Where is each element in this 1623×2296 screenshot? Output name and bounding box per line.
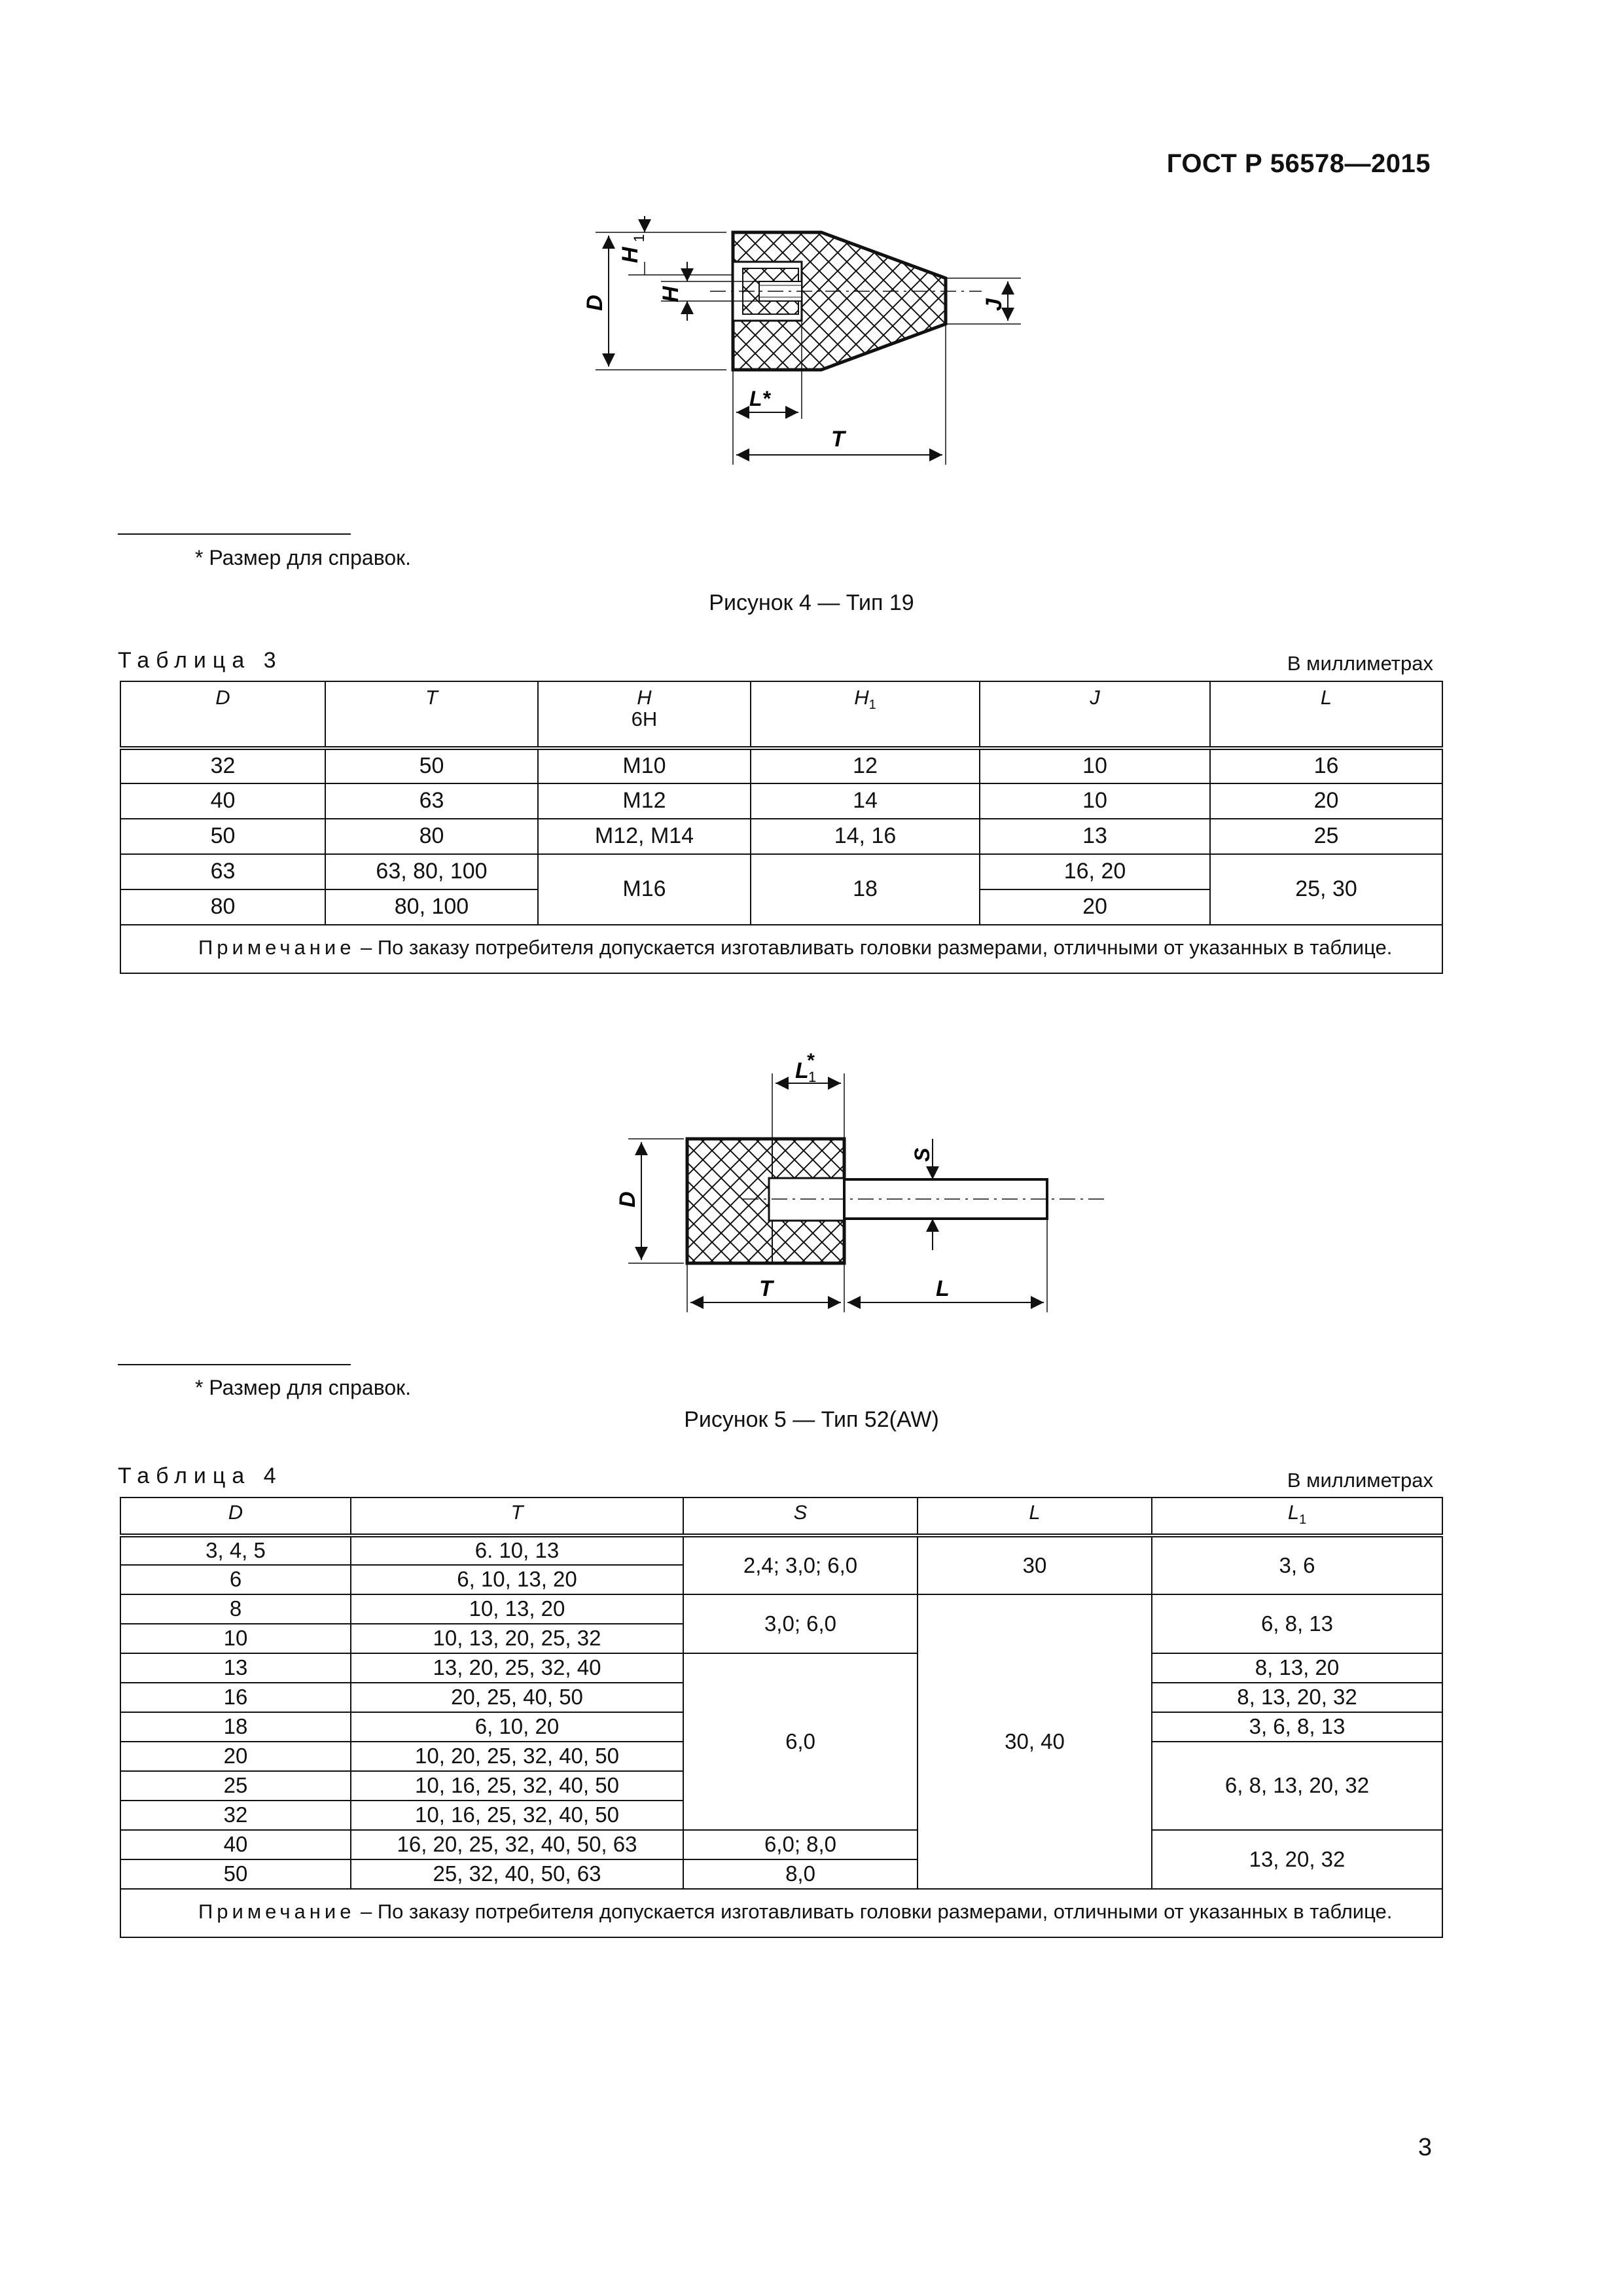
table-3-title: Таблица 3: [118, 648, 283, 673]
table-row: [120, 1594, 1442, 1624]
table-3-unit: В миллиметрах: [1287, 652, 1433, 675]
table-cell: 10, 20, 25, 32, 40, 50: [351, 1742, 683, 1771]
table-cell: 80: [120, 889, 325, 925]
table-note-row: [120, 925, 1442, 973]
table-row: [120, 1830, 1442, 1859]
table-cell: 63: [120, 854, 325, 889]
table-cell: 18: [751, 854, 980, 925]
table-cell: 10: [980, 783, 1210, 819]
table-4-note: Примечание – По заказу потребителя допускается изготавливать головки размерами, отличными от указанных в таблице.: [120, 1889, 1442, 1937]
figure-5-label-D: D: [615, 1191, 640, 1208]
table-cell: 10, 16, 25, 32, 40, 50: [351, 1801, 683, 1830]
table-cell: 50: [120, 819, 325, 854]
table-header-row: [120, 1498, 1442, 1535]
table-cell: 32: [120, 748, 325, 783]
table-cell: 8, 13, 20, 32: [1152, 1683, 1442, 1712]
table-cell: 40: [120, 783, 325, 819]
table-cell: 16, 20: [980, 854, 1210, 889]
table-cell: 20, 25, 40, 50: [351, 1683, 683, 1712]
table-cell: 12: [751, 748, 980, 783]
table-4-title: Таблица 4: [118, 1463, 283, 1488]
table-row: [120, 819, 1442, 854]
figure-5-caption: Рисунок 5 — Тип 52(AW): [684, 1407, 939, 1432]
table-cell: 8,0: [683, 1859, 918, 1889]
table-cell: 10, 16, 25, 32, 40, 50: [351, 1771, 683, 1801]
table-cell: 3, 4, 5: [120, 1535, 351, 1565]
table-cell: 6,0: [683, 1653, 918, 1830]
table-cell: 6: [120, 1565, 351, 1594]
page-number: 3: [1418, 2134, 1432, 2161]
table-cell: 6, 8, 13, 20, 32: [1152, 1742, 1442, 1830]
table-cell: 6, 8, 13: [1152, 1594, 1442, 1653]
table-3-header-J: J: [980, 681, 1210, 748]
figure-4-label-T: T: [831, 427, 845, 452]
footnote-rule: [118, 1364, 351, 1365]
figure-5-label-L1-subscript: 1: [808, 1069, 817, 1085]
table-cell: 30: [918, 1535, 1152, 1594]
table-cell: 20: [1210, 783, 1442, 819]
figure-5-label-S: S: [910, 1147, 934, 1162]
table-4-header-T: T: [351, 1498, 683, 1535]
table-cell: 16, 20, 25, 32, 40, 50, 63: [351, 1830, 683, 1859]
table-cell: 10, 13, 20: [351, 1594, 683, 1624]
figure-4-label-L: L*: [749, 387, 770, 410]
table-3-header-H1: $H_1$: [751, 681, 980, 748]
table-cell: 50: [325, 748, 538, 783]
table-cell: 63, 80, 100: [325, 854, 538, 889]
figure-4-caption: Рисунок 4 — Тип 19: [709, 590, 914, 615]
table-cell: 25, 32, 40, 50, 63: [351, 1859, 683, 1889]
table-4-header-S: S: [683, 1498, 918, 1535]
table-cell: 16: [1210, 748, 1442, 783]
table-cell: 25: [120, 1771, 351, 1801]
table-cell: 30, 40: [918, 1594, 1152, 1889]
table-3-note: Примечание – По заказу потребителя допускается изготавливать головки размерами, отличными от указанных в таблице.: [120, 925, 1442, 973]
table-row: [120, 783, 1442, 819]
table-3-header-T: T: [325, 681, 538, 748]
table-cell: 10: [120, 1624, 351, 1653]
figure-4-drawing: [563, 216, 1034, 478]
figure-4-label-H1: H: [618, 247, 643, 263]
table-cell: 25: [1210, 819, 1442, 854]
table-3: [120, 681, 1443, 974]
figure-5-drawing: [602, 1041, 1126, 1322]
table-cell: 8: [120, 1594, 351, 1624]
figure-5-label-L1-star: *: [806, 1050, 814, 1071]
table-4-header-L: L: [918, 1498, 1152, 1535]
table-cell: 20: [120, 1742, 351, 1771]
table-cell: M12, M14: [538, 819, 751, 854]
table-cell: 13, 20, 32: [1152, 1830, 1442, 1889]
table-cell: 6, 10, 20: [351, 1712, 683, 1742]
figure-5-label-L: L: [936, 1276, 950, 1301]
table-cell: 80: [325, 819, 538, 854]
table-cell: 13, 20, 25, 32, 40: [351, 1653, 683, 1683]
table-cell: 80, 100: [325, 889, 538, 925]
table-cell: 3,0; 6,0: [683, 1594, 918, 1653]
table-cell: 14, 16: [751, 819, 980, 854]
table-cell: 8, 13, 20: [1152, 1653, 1442, 1683]
table-cell: 6. 10, 13: [351, 1535, 683, 1565]
table-cell: 40: [120, 1830, 351, 1859]
figure-5-footnote: * Размер для справок.: [195, 1376, 412, 1399]
table-4: [120, 1497, 1443, 1938]
table-note-row: [120, 1889, 1442, 1937]
figure-4-footnote: * Размер для справок.: [195, 546, 412, 569]
table-row: [120, 1653, 1442, 1683]
figure-4-label-H1-subscript: 1: [631, 234, 647, 242]
table-cell: 32: [120, 1801, 351, 1830]
table-3-header-H: H 6H: [538, 681, 751, 748]
table-cell: 10: [980, 748, 1210, 783]
table-4-unit: В миллиметрах: [1287, 1469, 1433, 1492]
table-cell: 6, 10, 13, 20: [351, 1565, 683, 1594]
table-cell: 63: [325, 783, 538, 819]
table-cell: 6,0; 8,0: [683, 1830, 918, 1859]
table-4-header-L1: $L_1$: [1152, 1498, 1442, 1535]
table-row: [120, 854, 1442, 889]
figure-4-label-J: J: [982, 298, 1007, 311]
table-cell: 16: [120, 1683, 351, 1712]
table-3-header-L: L: [1210, 681, 1442, 748]
figure-5-label-L1: L: [795, 1058, 809, 1083]
table-row: [120, 748, 1442, 783]
table-cell: 18: [120, 1712, 351, 1742]
table-cell: 14: [751, 783, 980, 819]
table-3-header-D: D: [120, 681, 325, 748]
table-cell: M12: [538, 783, 751, 819]
table-4-header-D: D: [120, 1498, 351, 1535]
table-cell: 13: [120, 1653, 351, 1683]
figure-4-label-H: H: [658, 286, 683, 302]
table-cell: 3, 6: [1152, 1535, 1442, 1594]
table-header-row: [120, 681, 1442, 748]
table-cell: 3, 6, 8, 13: [1152, 1712, 1442, 1742]
table-cell: 10, 13, 20, 25, 32: [351, 1624, 683, 1653]
standard-number: ГОСТ Р 56578—2015: [1166, 149, 1431, 178]
table-cell: 20: [980, 889, 1210, 925]
table-cell: 50: [120, 1859, 351, 1889]
table-cell: 25, 30: [1210, 854, 1442, 925]
table-cell: 2,4; 3,0; 6,0: [683, 1535, 918, 1594]
figure-5-label-T: T: [759, 1276, 773, 1301]
table-cell: M10: [538, 748, 751, 783]
table-row: [120, 1535, 1442, 1565]
table-cell: M16: [538, 854, 751, 925]
footnote-rule: [118, 533, 351, 535]
table-cell: 13: [980, 819, 1210, 854]
figure-4-label-D: D: [582, 295, 607, 311]
